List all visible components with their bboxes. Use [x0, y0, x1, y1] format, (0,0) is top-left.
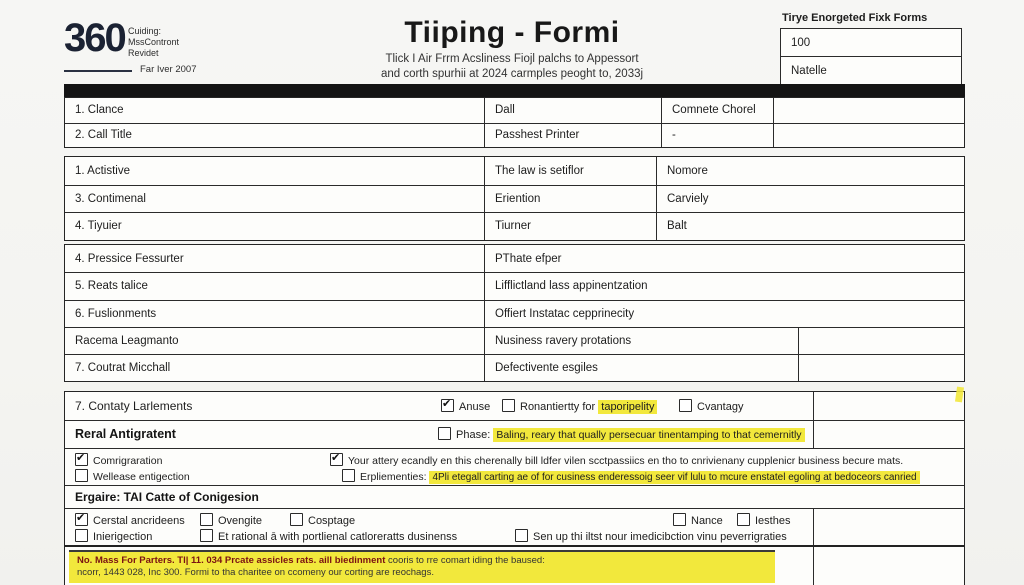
checkbox-ronantiertty[interactable] [502, 399, 657, 413]
checkbox-icon[interactable] [441, 399, 454, 412]
cell-value: Nomore [656, 157, 964, 185]
table-row [65, 157, 964, 185]
cell-value: - [661, 124, 773, 148]
checkbox-label: Cerstal ancrideens [93, 515, 185, 527]
checkbox-nance[interactable] [673, 513, 723, 527]
checkbox-cvantagy[interactable] [679, 399, 743, 413]
row-comrigraration [65, 449, 964, 486]
checkbox-ovengite[interactable] [200, 513, 262, 527]
cell-value: Offiert Instatac cepprinecity [484, 301, 964, 327]
page-subtitle-line1: Tlick I Air Frrm Acsliness Fiojl palchs to Appessort [385, 53, 639, 65]
checkbox-wellease[interactable] [75, 469, 190, 483]
logo-rule [64, 70, 132, 72]
checkbox-label: Sen up thi iltst nour imedicibction vinu peverrigraties [533, 531, 787, 543]
checkbox-icon[interactable] [330, 453, 343, 466]
cell-label: 1. Clance [75, 104, 124, 117]
checkbox-label: Nance [691, 515, 723, 527]
checkbox-label: Your attery ecandly en this cherenally bill ldfer vilen scctpassiics en tho to cnrivienany cupplenicr business becure mats. [348, 455, 904, 467]
table-row [65, 212, 964, 240]
cell-label: 6. Fuslionments [75, 307, 157, 320]
cell-label: 5. Reats talice [75, 280, 148, 293]
table-row [65, 185, 964, 213]
highlighted-note-box [69, 550, 775, 583]
column-divider [813, 547, 814, 585]
section-declarations [64, 391, 965, 585]
row-label: 7. Contaty Larlements [75, 399, 193, 413]
checkbox-icon[interactable] [673, 513, 686, 526]
table-details [64, 244, 965, 382]
checkbox-cerstal[interactable] [75, 513, 185, 527]
checkbox-label: Ovengite [218, 515, 263, 527]
checkbox-label: Comrigraration [93, 455, 163, 467]
fax-value-row-2[interactable]: Natelle [791, 64, 827, 77]
page-title: Tiiping - Formi [404, 16, 620, 49]
note-lead-text: No. Mass For Parters. Tl| 11. 034 Prcate assicles rats. aill biedinment [77, 555, 386, 566]
checkbox-comrigraration[interactable] [75, 453, 162, 467]
checkbox-icon[interactable] [75, 513, 88, 526]
checkbox-sen-up[interactable] [515, 529, 787, 543]
cell-label: 4. Pressice Fessurter [75, 252, 184, 265]
checkbox-iesthes[interactable] [737, 513, 790, 527]
cell-value: Dall [484, 98, 661, 123]
cell-label: 3. Contimenal [75, 192, 146, 205]
note-rest-text: cooris to rre comart iding the baused: [385, 555, 545, 566]
cell-empty[interactable] [773, 124, 964, 148]
checkbox-label: Et rational ā with portlienal catloreratts dusinenss [218, 531, 458, 543]
checkbox-icon[interactable] [502, 399, 515, 412]
column-divider [813, 509, 814, 545]
checkbox-icon[interactable] [737, 513, 750, 526]
cell-label: 1. Actistive [75, 164, 130, 177]
logo-caption-line3: Revidet [128, 48, 159, 58]
table-row [65, 123, 964, 148]
cell-value: Balt [656, 213, 964, 240]
checkbox-inierigection[interactable] [75, 529, 152, 543]
logo-caption-line1: Cuiding: [128, 26, 162, 36]
cell-empty[interactable] [798, 328, 964, 354]
checkbox-label: Cosptage [308, 515, 356, 527]
cell-label: 2. Call Title [75, 129, 132, 142]
checkbox-icon[interactable] [290, 513, 303, 526]
checkbox-label: Inierigection [93, 531, 153, 543]
fax-box [780, 28, 962, 86]
fax-value-row-1[interactable]: 100 [781, 29, 961, 57]
cell-empty[interactable] [798, 355, 964, 381]
fax-box-label: Tirye Enorgeted Fixk Forms [782, 12, 928, 24]
table-row [65, 327, 964, 354]
page-subtitle-line2: and corth spurhii at 2024 carmples peoght to, 2033j [380, 68, 644, 80]
highlighted-note: Baling, reary that qually persecuar tinentamping to that cemernitly [493, 428, 804, 442]
table-contact [64, 97, 965, 148]
checkbox-icon[interactable] [75, 469, 88, 482]
table-row [65, 272, 964, 299]
note-line2: ncorr, 1443 028, Inc 300. Formi to tha charitee on ccomeny our corting are reochags. [77, 567, 434, 578]
highlight-smudge [955, 387, 964, 403]
column-divider [813, 392, 814, 420]
highlighted-note: 4Pli etegall carting ae of for cusiness enderessoig seer vif lulu to mcure enstatel egoling at bedoceors canried [429, 471, 919, 484]
cell-value: Lifflictland lass appinentzation [484, 273, 964, 299]
logo-footnote: Far Iver 2007 [140, 64, 197, 75]
column-divider [813, 421, 814, 448]
checkbox-label: Wellease entigection [93, 471, 190, 483]
row-reral-antigratent [65, 421, 964, 449]
row-label: Ergaire: TAI Catte of Conigesion [75, 490, 259, 504]
cell-value: Defectivente esgiles [484, 355, 798, 381]
table-row [65, 300, 964, 327]
logo-caption-line2: MssContront [128, 37, 180, 47]
table-header-bar [64, 84, 965, 97]
cell-value: Passhest Printer [484, 124, 661, 148]
highlighted-word: taporipelity [598, 400, 657, 414]
checkbox-label: Phase: [456, 429, 491, 441]
cell-value: PThate efper [484, 245, 964, 272]
cell-value: Carviely [656, 186, 964, 213]
logo-caption [128, 26, 179, 59]
cell-value: Nusiness ravery protations [484, 328, 798, 354]
row-note [65, 547, 964, 585]
checkbox-erpliementies[interactable] [342, 469, 920, 483]
row-ergaire [65, 486, 964, 509]
checkbox-label: Iesthes [755, 515, 791, 527]
checkbox-icon[interactable] [200, 529, 213, 542]
checkbox-label: Ronantiertty for [520, 401, 596, 413]
checkbox-icon[interactable] [515, 529, 528, 542]
checkbox-icon[interactable] [200, 513, 213, 526]
checkbox-icon[interactable] [438, 427, 451, 440]
checkbox-phase[interactable] [438, 427, 805, 441]
cell-value: Tiurner [484, 213, 656, 240]
cell-label: Racema Leagmanto [75, 335, 179, 348]
cell-value: Eriention [484, 186, 656, 213]
checkbox-anuse[interactable] [441, 399, 490, 413]
row-contaty-larlements [65, 392, 964, 421]
logo-360: 360 [64, 16, 125, 60]
checkbox-label: Erpliementies: [360, 471, 427, 483]
checkbox-et-rational[interactable] [200, 529, 457, 543]
checkbox-label: Cvantagy [697, 401, 744, 413]
checkbox-icon[interactable] [342, 469, 355, 482]
table-row [65, 245, 964, 272]
checkbox-cosptage[interactable] [290, 513, 355, 527]
checkbox-icon[interactable] [75, 453, 88, 466]
checkbox-icon[interactable] [75, 529, 88, 542]
row-label: Reral Antigratent [75, 427, 176, 441]
cell-value: Comnete Chorel [661, 98, 773, 123]
cell-empty[interactable] [773, 98, 964, 123]
table-attributes [64, 156, 965, 241]
cell-value: The law is setiflor [484, 157, 656, 185]
checkbox-your-attery[interactable] [330, 453, 903, 467]
table-row [65, 354, 964, 381]
cell-label: 7. Coutrat Micchall [75, 362, 171, 375]
row-bottom-checks [65, 509, 964, 547]
cell-label: 4. Tiyuier [75, 220, 122, 233]
checkbox-label: Anuse [459, 401, 491, 413]
checkbox-icon[interactable] [679, 399, 692, 412]
table-row [65, 98, 964, 123]
